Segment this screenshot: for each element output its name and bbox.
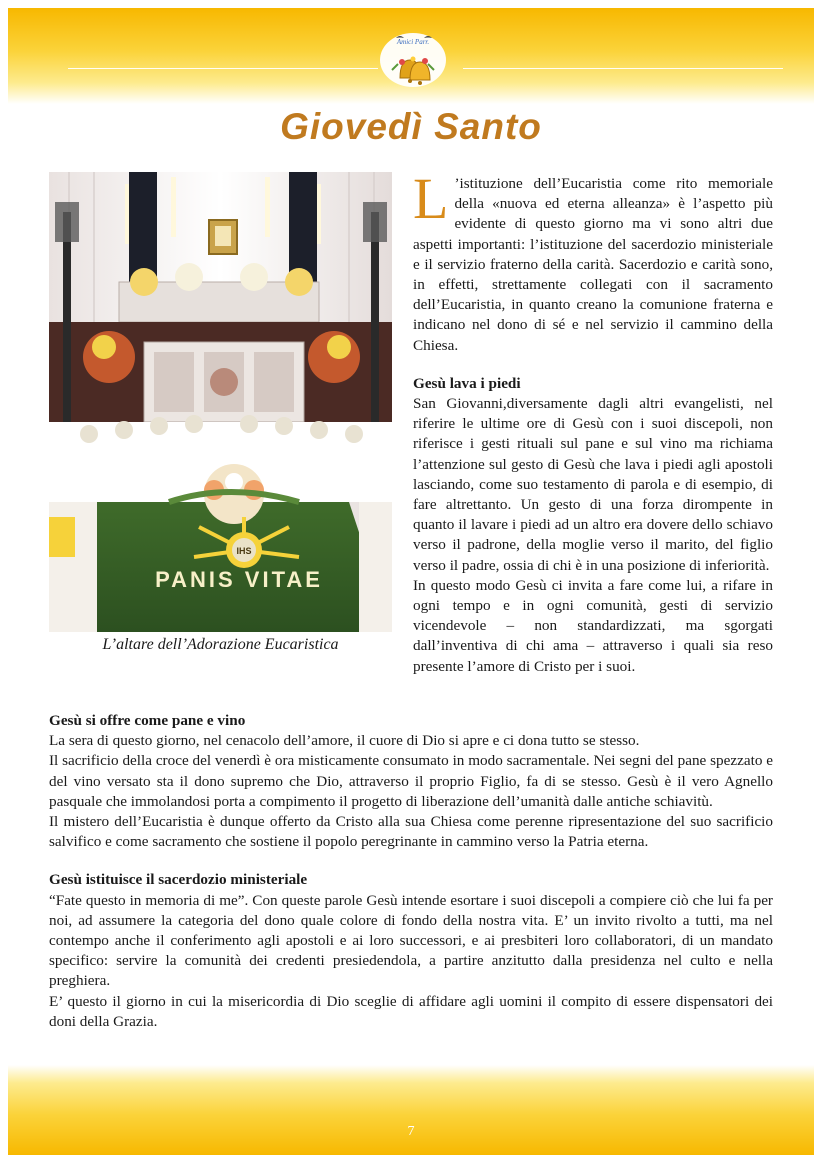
full-width-column bbox=[49, 711, 773, 1032]
altar-illustration bbox=[49, 172, 392, 632]
section2-paragraph-3: Il mistero dell’Eucaristia è dunque offerto da Cristo alla sua Chiesa come perenne ripresentazione del suo sacrificio salvifico e come sacramento che sostiene il popolo peregrinante in cammino verso la Patria eterna. bbox=[49, 813, 773, 851]
right-column bbox=[413, 166, 773, 677]
section2-paragraph-1: La sera di questo giorno, nel cenacolo dell’amore, il cuore di Dio si apre e ci dona tutto se stesso. bbox=[49, 732, 640, 750]
intro-text: ’istituzione dell’Eucaristia come rito memoriale della «nuova ed eterna alleanza» è l’aspetto più evidente di questo giorno ma vi sono altri due aspetti importanti: l’istituzione del sacerdozio ministeriale e il servizio fraterno della carità. Sacerdozio e carità sono, in effetti, strettamente collegati con il sacramento dell’Eucaristia, in quanto creano la comunione fraterna e indicano nel dono di sé e nel servizio il cammino della Chiesa. bbox=[413, 175, 773, 354]
dropcap-letter: L bbox=[413, 166, 449, 231]
footer-band bbox=[8, 1065, 814, 1155]
section1-paragraph-1: San Giovanni,diversamente dagli altri evangelisti, nel riferire le ultime ore di Gesù con i suoi discepoli, non riferisce i gesti rituali sul pane e sul vino ma richiama l’attenzione sul gesto di Gesù che lava i piedi agli apostoli lasciando, come suo testamento di parola e di esempio, di fare altrettanto. Un gesto di una forza dirompente in quanto il lavare i piedi ad un altro era dovere dello schiavo verso il padrone, della moglie verso il marito, del figlio verso il padre, ossia di chi è in una posizione di inferiorità. bbox=[413, 395, 773, 574]
spacer bbox=[49, 852, 773, 870]
page-number: 7 bbox=[407, 1124, 415, 1139]
photo-caption: L’altare dell’Adorazione Eucaristica bbox=[102, 636, 339, 653]
section2-paragraph-2: Il sacrificio della croce del venerdì è ora misticamente consumato in modo sacramentale. Nei segni del pane spezzato e del vino versato sta il dono supremo che Dio, attraverso il proprio Figlio, fa di se stesso. Gesù è il vero Agnello pasquale che immolandosi porta a compimento il progetto di liberazione dell’umanità dalle antiche schiavitù. bbox=[49, 752, 773, 810]
section3-paragraph-1: “Fate questo in memoria di me”. Con queste parole Gesù intende esortare i suoi discepoli a compiere ciò che lui fa per noi, ad assumere la categoria del dono quale colore di fondo della nostra vita. E’ un invito rivolto a tutti, ma nel contempo anche il conferimento agli apostoli e ai loro successori, e ai presbiteri loro collaboratori, di un mandato specifico: servire la comunità dei credenti presiedendola, a partire anzitutto dalla presidenza nel culto e nella preghiera. bbox=[49, 891, 773, 990]
altar-floor-text: PANIS VITAE bbox=[155, 567, 323, 592]
monstrance-text: IHS bbox=[236, 546, 252, 556]
spacer bbox=[413, 356, 773, 374]
intro-paragraph bbox=[413, 166, 773, 356]
bells-logo bbox=[378, 30, 448, 90]
header-divider-left bbox=[68, 68, 378, 69]
section1-paragraph-2: In questo modo Gesù ci invita a fare come lui, a rifare in ogni tempo e in ogni comunità, gesti di servizio vicendevole – non standardizzati, ma sgorgati dall’inventiva di chi ama – attraverso i quali sia reso presente l’amore di Cristo per i suoi. bbox=[413, 576, 773, 675]
section-heading-pane-e-vino: Gesù si offre come pane e vino bbox=[49, 712, 246, 729]
section3-paragraph-2: E’ questo il giorno in cui la misericordia di Dio sceglie di affidare agli uomini il compito di essere dispensatori dei doni della Grazia. bbox=[49, 992, 773, 1030]
section-heading-sacerdozio: Gesù istituisce il sacerdozio ministeriale bbox=[49, 871, 308, 889]
page-title: Giovedì Santo bbox=[280, 106, 542, 147]
altar-photo bbox=[49, 172, 392, 632]
header-divider-right bbox=[463, 68, 783, 69]
logo-text: Amici Parr. bbox=[396, 38, 430, 46]
section-heading-gesu-lava-i-piedi: Gesù lava i piedi bbox=[413, 374, 521, 392]
